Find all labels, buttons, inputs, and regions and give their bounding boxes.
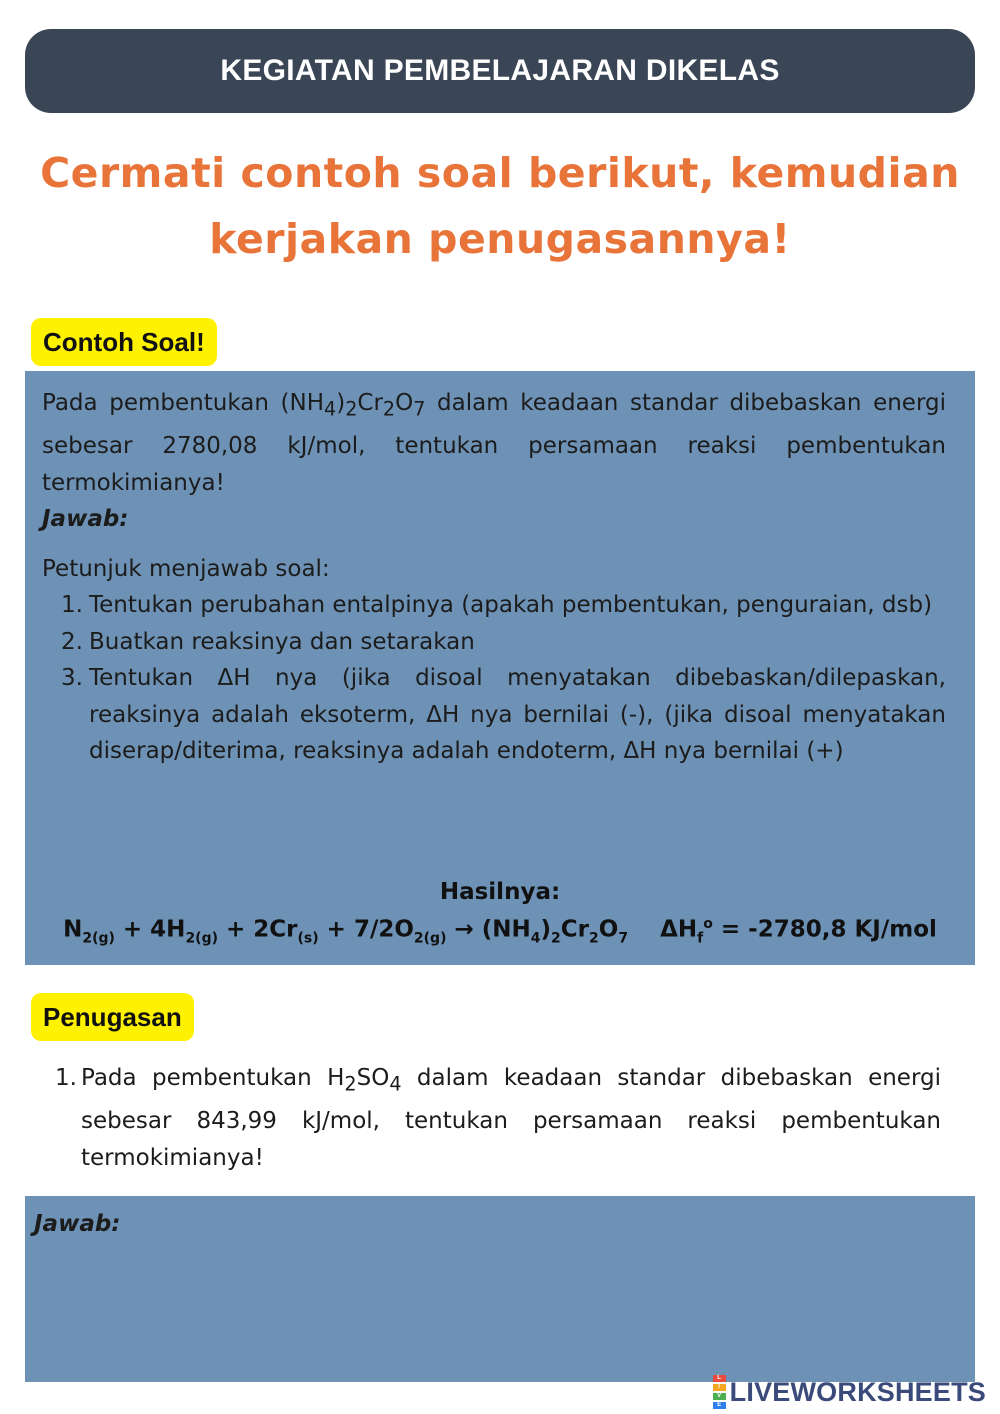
header-title: KEGIATAN PEMBELAJARAN DIKELAS bbox=[220, 54, 780, 87]
assignment-problem: Pada pembentukan $H_2SO_4$ dalam keadaan standar dibebaskan energi sebesar 843,99 kJ/mol, tentukan persamaan reaksi pembentukan termokimianya! bbox=[81, 1065, 941, 1171]
instruction-line-1: Cermati contoh soal berikut, kemudian bbox=[40, 149, 960, 197]
answer-box[interactable] bbox=[25, 1196, 975, 1382]
result-title: Hasilnya: bbox=[439, 879, 561, 905]
hint-step: 2. Buatkan reaksinya dan setarakan bbox=[61, 628, 475, 655]
hint-step: 3. Tentukan ΔH nya (jika disoal menyatakan dibebaskan/dilepaskan, reaksinya adalah eksoterm, ΔH nya bernilai (-), (jika disoal menyatakan diserap/diterima, reaksinya adalah endoterm, ΔH nya bernilai (+) bbox=[61, 665, 946, 764]
assignment-tag: Penugasan bbox=[31, 993, 194, 1041]
thermochemical-equation: $N_{2(g)} + 4H_{2(g)} + 2Cr_{(s)} + 7/2O_{2(g)} \to (NH_4)_2Cr_2O_7$ $\Delta H_f^o = -2780,8$ KJ/mol bbox=[63, 916, 937, 947]
live-logo-icon: L I V E bbox=[713, 1374, 726, 1410]
example-jawab-label: Jawab: bbox=[42, 506, 129, 532]
instruction-line-2: kerjakan penugasannya! bbox=[209, 215, 791, 263]
example-panel bbox=[25, 371, 975, 965]
hint-title: Petunjuk menjawab soal: bbox=[42, 556, 330, 582]
example-tag: Contoh Soal! bbox=[31, 318, 217, 366]
watermark-text: LIVEWORKSHEETS bbox=[729, 1376, 986, 1407]
hint-steps bbox=[61, 587, 946, 770]
example-problem: Pada pembentukan $(NH_4)_2Cr_2O_7$ dalam keadaan standar dibebaskan energi sebesar 2780,08 kJ/mol, tentukan persamaan reaksi pembentukan termokimianya! bbox=[42, 390, 946, 496]
header-banner bbox=[25, 29, 975, 113]
instruction-heading bbox=[40, 140, 960, 272]
liveworksheets-watermark bbox=[713, 1374, 986, 1410]
hint-step: 1. Tentukan perubahan entalpinya (apakah pembentukan, penguraian, dsb) bbox=[61, 592, 933, 618]
answer-jawab-label: Jawab: bbox=[34, 1211, 121, 1237]
assignment-task: 1. Pada pembentukan $H_2SO_4$ dalam keadaan standar dibebaskan energi sebesar 843,99 kJ/mol, tentukan persamaan reaksi pembentukan termokimianya! bbox=[55, 1060, 941, 1176]
